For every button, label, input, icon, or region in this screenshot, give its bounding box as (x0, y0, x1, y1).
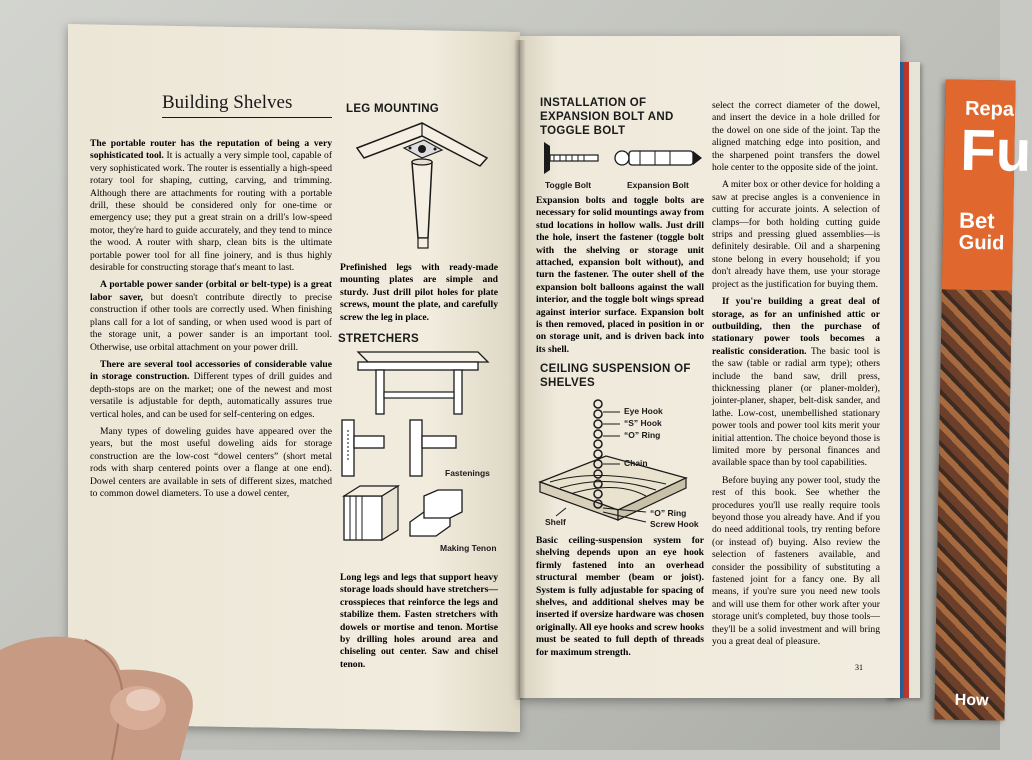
paragraph: A portable power sander (orbital or belt-type) is a great labor saver, but doesn't contribute directly to precise construction if other tools are correctly used. When finishing plans call for a lot of sanding, or when used wood is part of the storage unit, a power sander is an important tool. Otherwise, use orbital attachment on your power drill. (90, 279, 332, 353)
magazine-text: Bet (958, 207, 995, 234)
paragraph: Before buying any power tool, study the rest of this book. See whether the procedures you'll use really require tools beyond those you already have. And if you do need additional tools, try renting before (or instead of) buying. Also review the selection of fasteners available, and consider the possibility of substituting a fastened joint for a fancy one. By all means, if you're sure you need new tools and will use them for other work after your storage unit's completed, buy those tools—they'll be a solid investment and will bring you a great deal of pleasure. (712, 474, 880, 648)
label-o-ring-bottom: “O” Ring (650, 508, 687, 518)
magazine-cover (934, 79, 1032, 720)
label-fastenings: Fastenings (445, 468, 490, 478)
section-heading: STRETCHERS (338, 333, 419, 345)
paragraph: Many types of doweling guides have appeared over the years, but the most useful doweling aids for storage construction are the low-cost “dowel centers” (short metal rods with sharp centered points over a flange at one end). Dowel centers are available in sets of different sizes, matched to common dowel diameters. To use a dowel center, (90, 425, 332, 499)
paragraph: If you're building a great deal of storage, as for an unfinished attic or outbuilding, then the purchase of stationary power tools becomes a realistic consideration. The basic tool is the saw (table or radial arm type); others include the band saw, drill press, thicknessing planer (or planer-molder), jointer-planer, shaper, belt-disk sander, and lathe. Low-cost, unembellished stationary power tools and power tool kits merit your initial attention. The choice beyond those is limited more by personal finances and available space than by tool capabilities. (712, 296, 880, 469)
stretchers-illustration (340, 346, 500, 556)
label-screw-hook: Screw Hook (650, 519, 699, 529)
magazine-text: How (954, 691, 989, 710)
right-column-text (712, 100, 880, 653)
magazine-text: Guid (958, 231, 1005, 255)
label-chain: Chain (624, 458, 648, 468)
paragraph: There are several tool accessories of considerable value in storage construction. Different types of drill guides and depth-stops are on the market; one of the newest and most versatile is adjustable for depth, automatically assures true vertical holes, and can be used for self-centering on edges. (90, 358, 332, 420)
section-heading: LEG MOUNTING (346, 103, 440, 115)
section-heading: CEILING SUSPENSION OF SHELVES (540, 363, 691, 389)
label-eye-hook: Eye Hook (624, 406, 663, 416)
paragraph: A miter box or other device for holding a saw at precise angles is a convenience in cutting for accurate joints. A selection of clamps—for both holding cutting guide strips and pressing glued assemblies—is definitely desirable. Oil and a sharpening stone belong in every household; if you don't already have them, use your storage project as the justification for buying them. (712, 179, 880, 290)
leg-mounting-caption: Prefinished legs with ready-made mounting plates are simple and sturdy. Just drill pilot holes for plate screws, mount the plate, and carefully screw the leg in place. (340, 262, 498, 323)
magazine-text: Fu (959, 117, 1032, 184)
label-s-hook: “S” Hook (624, 418, 662, 428)
label-shelf: Shelf (545, 517, 566, 527)
magazine-text: Repa (964, 97, 1015, 121)
leg-mounting-illustration (352, 118, 492, 258)
magazine-photo (934, 289, 1011, 720)
label-o-ring: “O” Ring (624, 430, 661, 440)
paragraph: The portable router has the reputation of being a very sophisticated tool. It is actually a very simple tool, capable of very sophisticated work. The router is essentially a high-speed rotary tool for shaping, cutting, carving, and trimming. Although there are attachments for routing with a portable drill, these should be considered only for one-time or emergency use; they put a great strain on a drill's low-speed motor, they're hard to guide accurately, and they tend to mince the wood. A router with sharp, clean bits is the ultimate portable power tool for all fine joinery, and is thus highly desirable for constructing storage that's meant to last. (90, 138, 333, 274)
paragraph: select the correct diameter of the dowel, and insert the device in a hole drilled for the dowel on one side of the joint. Tap the aligned matching edge into position, and the sharpened point transfers the dowel hole center to the opposite side of the joint. (712, 100, 880, 174)
label-expansion-bolt: Expansion Bolt (627, 180, 689, 190)
hand (0, 620, 250, 760)
page-number: 31 (855, 663, 863, 672)
book-gutter (514, 40, 526, 700)
label-making-tenon: Making Tenon (440, 543, 497, 553)
label-toggle-bolt: Toggle Bolt (545, 180, 592, 190)
section-heading: INSTALLATION OF EXPANSION BOLT AND TOGGLE BOLT (540, 97, 674, 137)
page-title: Building Shelves (162, 92, 332, 118)
bolts-illustration (540, 138, 705, 178)
ceiling-text: Basic ceiling-suspension system for shelving depends upon an eye hook firmly fastened into an overhead structural member (beam or joist). System is fully adjustable for spacing of shelves, and additional shelves may be inserted if oversize hardware was chosen originally. All eye hooks and screw hooks must be seated to full depth of threads for maximum strength. (536, 535, 704, 658)
expansion-text: Expansion bolts and toggle bolts are necessary for solid mountings away from stud locations in hollow walls. Just drill the hole, insert the fastener (toggle bolt with the shelving or storage unit attached, expansion bolt without), and turn the fastener. The outer shell of the expansion bolt balloons against the wall interior, and the toggle bolt wings spread against interior surface. Expansion bolt is then removed, placed in position in or on storage unit, and is driven back into its shell. (536, 195, 704, 355)
stretchers-caption: Long legs and legs that support heavy storage loads should have stretchers—crosspieces that reinforce the legs and stabilize them. Fasten stretchers with dowels or mortise and tenon. Mortise by drilling holes around area and chiseling out center. Saw and chisel tenon. (340, 572, 498, 670)
left-column-text (90, 138, 332, 505)
